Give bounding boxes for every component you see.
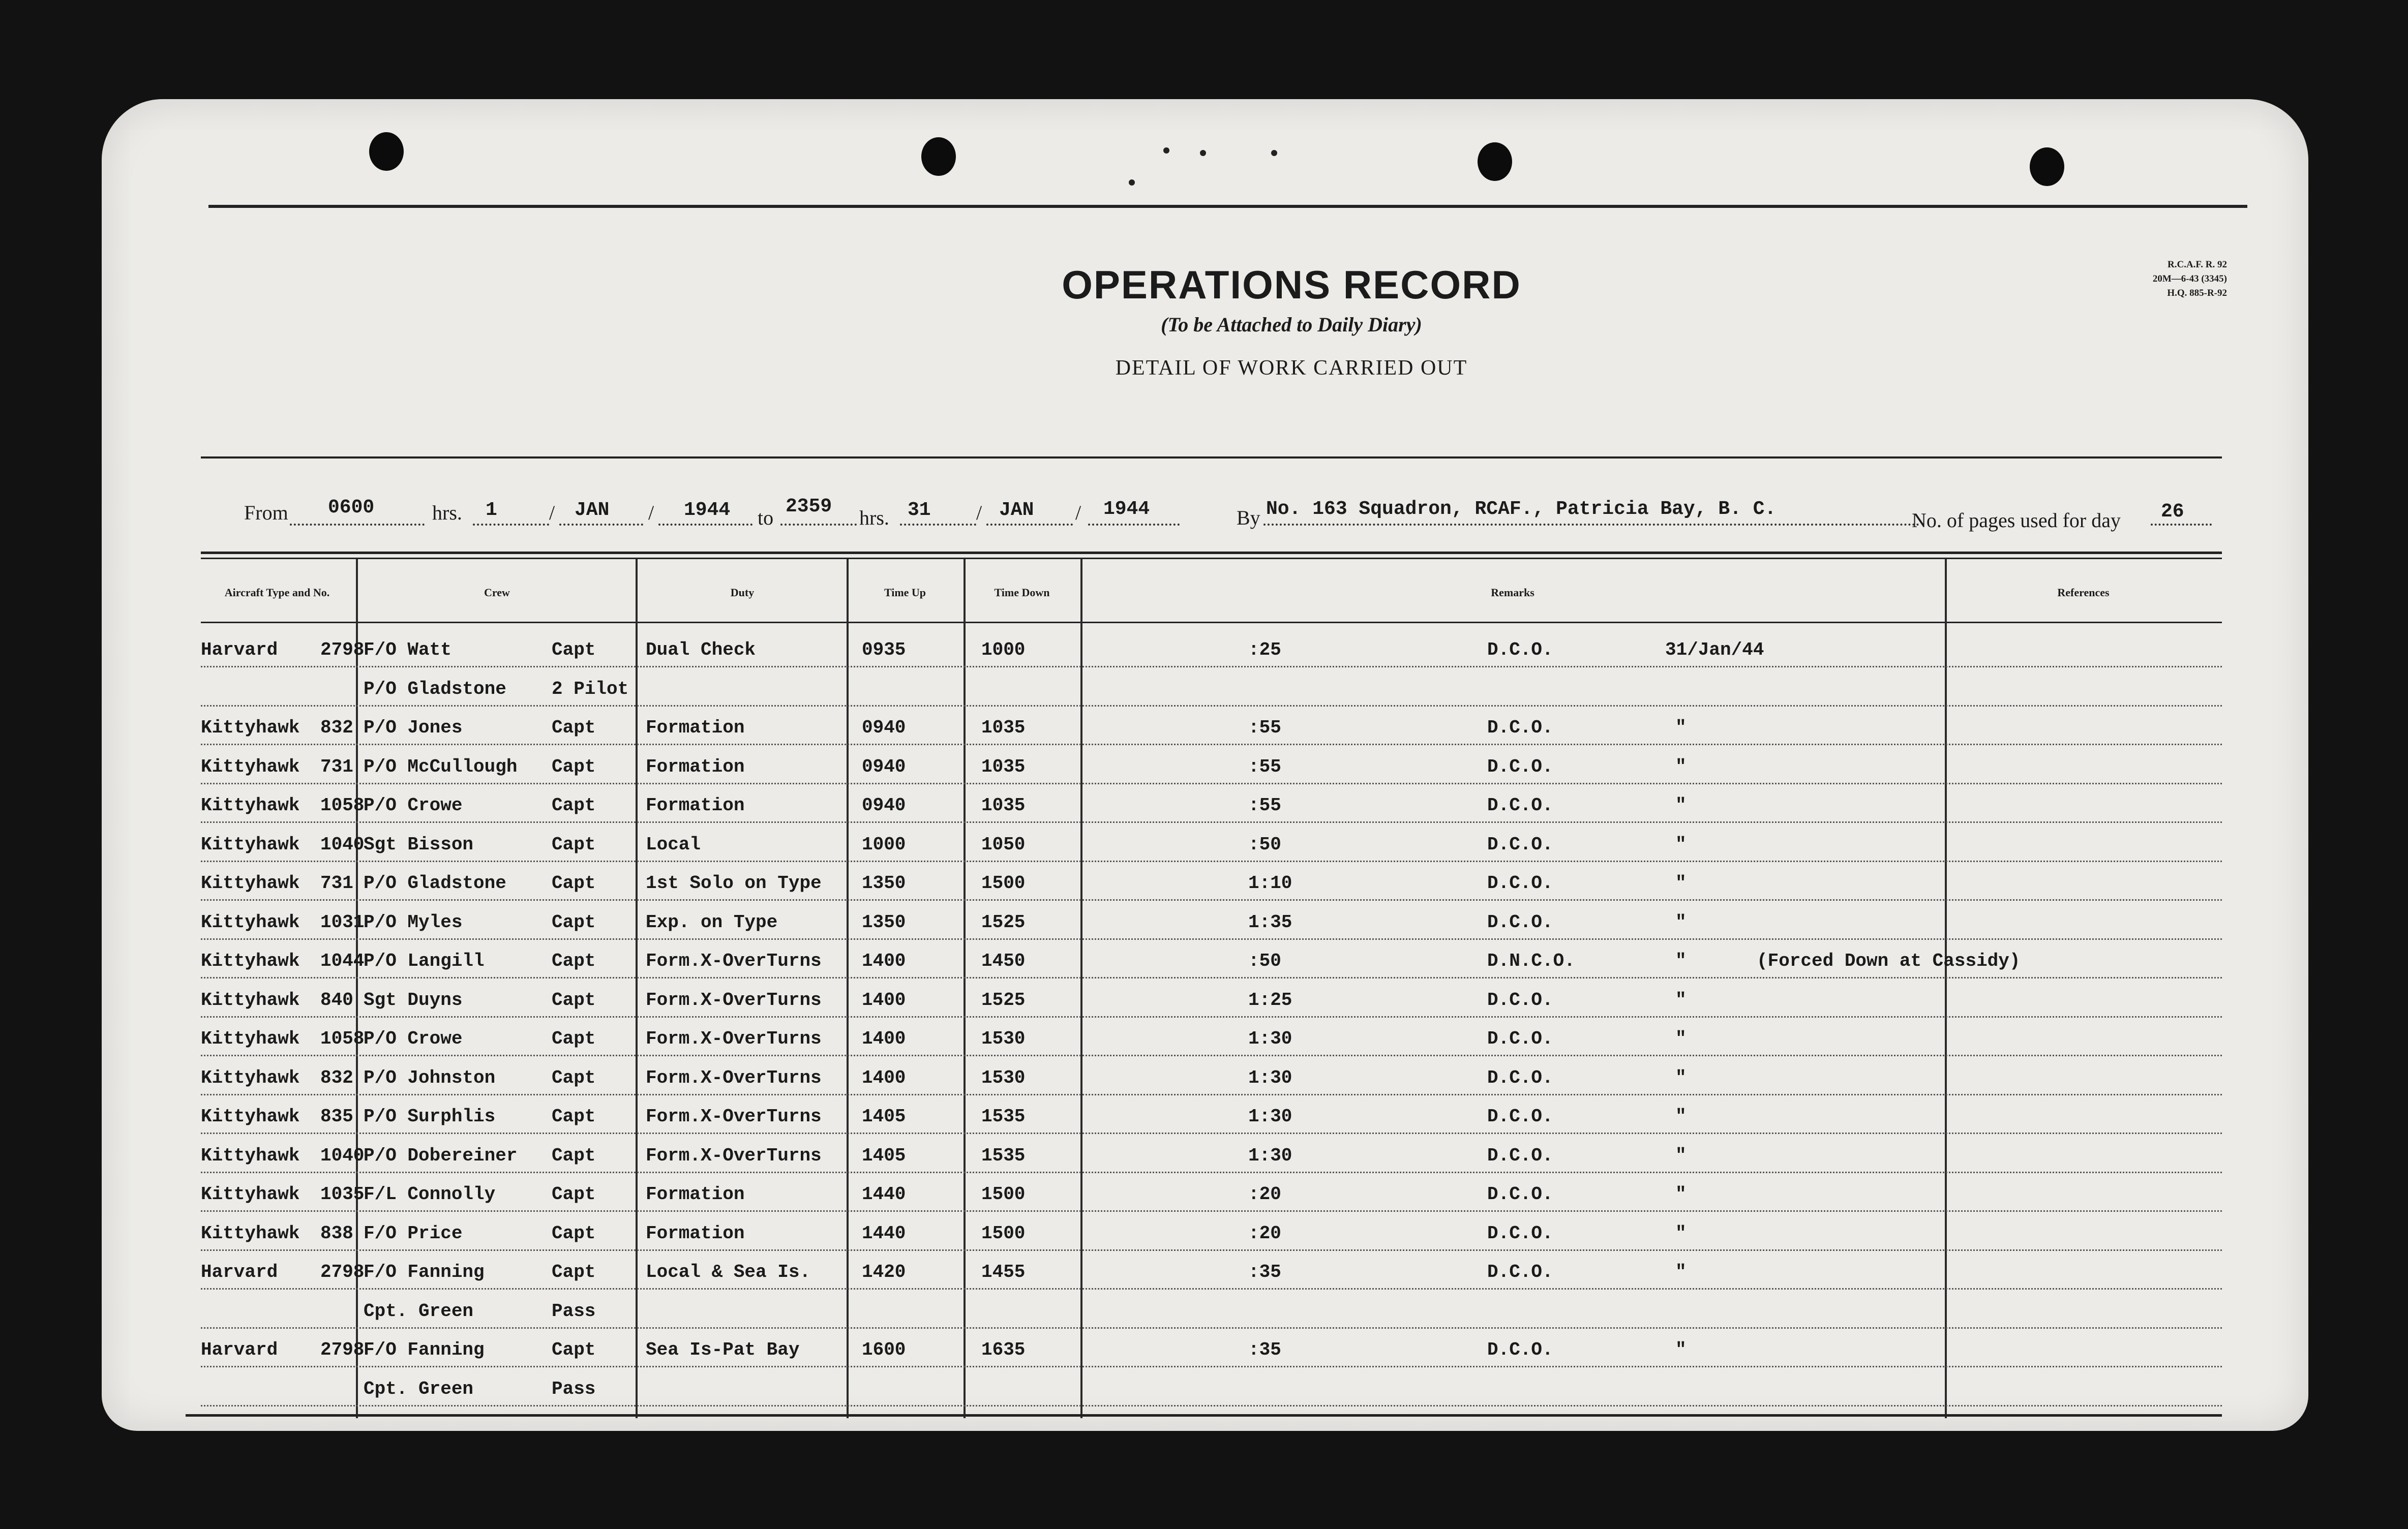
duty-cell: Formation: [646, 756, 745, 777]
crew-name-cell: P/O Jones: [364, 717, 463, 738]
ditto-cell: ": [1675, 1067, 1687, 1088]
aircraft-type-cell: Harvard: [201, 1339, 278, 1360]
time-up-cell: 1420: [862, 1262, 906, 1282]
ditto-cell: ": [1675, 951, 1687, 971]
duration-cell: :50: [1248, 834, 1281, 855]
ditto-cell: ": [1675, 1106, 1687, 1127]
aircraft-number-cell: 1040: [320, 834, 365, 855]
crew-role-cell: Capt: [552, 639, 596, 660]
crew-role-cell: Capt: [552, 834, 596, 855]
time-up-cell: 0935: [862, 639, 906, 660]
duty-cell: Form.X-OverTurns: [646, 989, 822, 1011]
time-down-cell: 1535: [981, 1145, 1026, 1166]
row-dotted-line: [201, 899, 2222, 901]
crew-name-cell: Cpt. Green: [364, 1378, 474, 1399]
by-value: No. 163 Squadron, RCAF., Patricia Bay, B. C.: [1266, 498, 1777, 520]
slash: /: [549, 501, 555, 524]
table-row: [201, 1369, 2405, 1408]
from-time: 0600: [328, 497, 375, 518]
time-up-cell: 0940: [862, 795, 906, 816]
from-day: 1: [486, 499, 497, 521]
remark-cell: D.C.O.: [1487, 1339, 1553, 1360]
crew-role-cell: Capt: [552, 1106, 596, 1127]
duty-cell: Form.X-OverTurns: [646, 1145, 822, 1166]
aircraft-type-cell: Kittyhawk: [201, 873, 300, 894]
time-down-cell: 1455: [981, 1262, 1026, 1282]
row-dotted-line: [201, 1016, 2222, 1018]
crew-role-cell: Capt: [552, 1222, 596, 1244]
remark-cell: D.C.O.: [1487, 1222, 1553, 1244]
crew-role-cell: Pass: [552, 1300, 596, 1322]
duty-cell: Sea Is-Pat Bay: [646, 1339, 800, 1360]
table-row: [201, 1136, 2405, 1175]
ditto-cell: ": [1675, 989, 1687, 1011]
duration-cell: :20: [1248, 1184, 1281, 1205]
to-time: 2359: [786, 496, 832, 517]
column-header-time-down: Time Down: [994, 586, 1050, 599]
aircraft-number-cell: 835: [320, 1106, 353, 1127]
aircraft-type-cell: Kittyhawk: [201, 717, 300, 738]
time-up-cell: 0940: [862, 756, 906, 777]
time-up-cell: 1405: [862, 1145, 906, 1166]
table-row: [201, 1252, 2405, 1291]
duration-cell: :55: [1248, 756, 1281, 777]
duty-cell: Local: [646, 834, 701, 855]
column-header-aircraft: Aircraft Type and No.: [224, 586, 330, 599]
ditto-cell: ": [1675, 1145, 1687, 1166]
remark-cell: D.C.O.: [1487, 639, 1553, 660]
header-rule: [201, 552, 2222, 554]
to-label: to: [758, 506, 774, 529]
crew-role-cell: Capt: [552, 989, 596, 1011]
duration-cell: :35: [1248, 1262, 1281, 1282]
page-subtitle: (To be Attached to Daily Diary): [1161, 313, 1422, 336]
ditto-cell: ": [1675, 717, 1687, 738]
crew-name-cell: F/O Fanning: [364, 1262, 485, 1282]
slash: /: [1075, 501, 1081, 524]
table-row: [201, 1058, 2405, 1097]
row-dotted-line: [201, 1133, 2222, 1134]
to-month: JAN: [999, 499, 1034, 521]
remark-cell: D.C.O.: [1487, 1106, 1553, 1127]
operations-table: [201, 99, 2222, 1431]
crew-role-cell: Capt: [552, 911, 596, 933]
duty-cell: Local & Sea Is.: [646, 1262, 811, 1282]
row-dotted-line: [201, 1288, 2222, 1290]
ditto-cell: ": [1675, 795, 1687, 816]
row-dotted-line: [201, 705, 2222, 707]
duration-cell: :55: [1248, 717, 1281, 738]
to-year: 1944: [1103, 498, 1150, 520]
time-up-cell: 1400: [862, 989, 906, 1011]
duty-cell: Formation: [646, 1184, 745, 1205]
form-reference-line: 20M—6-43 (3345): [2152, 273, 2227, 284]
crew-role-cell: Capt: [552, 873, 596, 894]
table-row: [201, 864, 2405, 902]
table-row: [201, 941, 2405, 980]
row-dotted-line: [201, 1094, 2222, 1095]
crew-role-cell: Capt: [552, 1339, 596, 1360]
time-down-cell: 1035: [981, 717, 1026, 738]
remark-cell: D.C.O.: [1487, 834, 1553, 855]
aircraft-type-cell: Kittyhawk: [201, 795, 300, 816]
time-up-cell: 0940: [862, 717, 906, 738]
remark-cell: D.C.O.: [1487, 1067, 1553, 1088]
crew-name-cell: P/O Langill: [364, 951, 485, 971]
time-down-cell: 1035: [981, 795, 1026, 816]
crew-name-cell: P/O Dobereiner: [364, 1145, 518, 1166]
table-row: [201, 630, 2405, 669]
aircraft-number-cell: 832: [320, 1067, 353, 1088]
crew-name-cell: P/O Crowe: [364, 1028, 463, 1049]
aircraft-type-cell: Kittyhawk: [201, 756, 300, 777]
slash: /: [976, 501, 982, 524]
ditto-cell: ": [1675, 756, 1687, 777]
time-down-cell: 1000: [981, 639, 1026, 660]
time-down-cell: 1525: [981, 989, 1026, 1011]
time-up-cell: 1600: [862, 1339, 906, 1360]
aircraft-number-cell: 1044: [320, 951, 365, 971]
crew-name-cell: P/O Gladstone: [364, 678, 506, 699]
slash: /: [648, 501, 654, 524]
duty-cell: Formation: [646, 717, 745, 738]
table-row: [201, 825, 2405, 864]
remark-cell: D.C.O.: [1487, 795, 1553, 816]
note-cell: (Forced Down at Cassidy): [1757, 951, 2021, 971]
aircraft-number-cell: 731: [320, 756, 353, 777]
column-header-remarks: Remarks: [1491, 586, 1534, 599]
aircraft-number-cell: 1058: [320, 795, 365, 816]
remark-cell: D.C.O.: [1487, 717, 1553, 738]
aircraft-type-cell: Kittyhawk: [201, 989, 300, 1011]
duration-cell: 1:35: [1248, 911, 1292, 933]
detail-heading: DETAIL OF WORK CARRIED OUT: [1115, 356, 1468, 380]
from-year: 1944: [684, 499, 731, 521]
aircraft-type-cell: Kittyhawk: [201, 1222, 300, 1244]
time-up-cell: 1400: [862, 1028, 906, 1049]
row-dotted-line: [201, 1249, 2222, 1251]
column-header-crew: Crew: [484, 586, 510, 599]
duration-cell: :50: [1248, 951, 1281, 971]
time-down-cell: 1500: [981, 1222, 1026, 1244]
aircraft-type-cell: Kittyhawk: [201, 1067, 300, 1088]
header-rule: [201, 558, 2222, 559]
row-dotted-line: [201, 938, 2222, 940]
crew-name-cell: F/O Watt: [364, 639, 452, 660]
table-row: [201, 981, 2405, 1019]
ditto-cell: ": [1675, 1028, 1687, 1049]
aircraft-type-cell: Kittyhawk: [201, 951, 300, 971]
form-reference-line: H.Q. 885-R-92: [2167, 288, 2227, 298]
remark-cell: D.C.O.: [1487, 911, 1553, 933]
crew-role-cell: 2 Pilot: [552, 678, 629, 699]
time-up-cell: 1405: [862, 1106, 906, 1127]
row-dotted-line: [201, 1055, 2222, 1056]
aircraft-number-cell: 840: [320, 989, 353, 1011]
aircraft-number-cell: 1040: [320, 1145, 365, 1166]
remark-cell: D.C.O.: [1487, 1184, 1553, 1205]
time-up-cell: 1000: [862, 834, 906, 855]
time-down-cell: 1500: [981, 873, 1026, 894]
crew-name-cell: Cpt. Green: [364, 1300, 474, 1322]
table-row: [201, 1214, 2405, 1252]
duration-cell: 1:10: [1248, 873, 1292, 894]
crew-name-cell: P/O Surphlis: [364, 1106, 496, 1127]
column-header-references: References: [2057, 586, 2110, 599]
row-dotted-line: [201, 1210, 2222, 1212]
crew-role-cell: Capt: [552, 756, 596, 777]
duration-cell: :25: [1248, 639, 1281, 660]
row-dotted-line: [201, 977, 2222, 978]
remark-cell: D.C.O.: [1487, 1262, 1553, 1282]
crew-role-cell: Pass: [552, 1378, 596, 1399]
pages-value: 26: [2161, 501, 2184, 523]
ditto-cell: ": [1675, 1184, 1687, 1205]
time-up-cell: 1350: [862, 873, 906, 894]
table-row: [201, 669, 2405, 708]
time-down-cell: 1635: [981, 1339, 1026, 1360]
time-down-cell: 1525: [981, 911, 1026, 933]
duty-cell: Form.X-OverTurns: [646, 1106, 822, 1127]
crew-role-cell: Capt: [552, 1262, 596, 1282]
row-dotted-line: [201, 861, 2222, 862]
table-row: [201, 1175, 2405, 1213]
aircraft-type-cell: Kittyhawk: [201, 1028, 300, 1049]
duration-cell: :35: [1248, 1339, 1281, 1360]
row-dotted-line: [201, 1172, 2222, 1173]
aircraft-number-cell: 832: [320, 717, 353, 738]
duty-cell: Form.X-OverTurns: [646, 1028, 822, 1049]
crew-role-cell: Capt: [552, 795, 596, 816]
hrs-label: hrs.: [432, 501, 462, 524]
duration-cell: :55: [1248, 795, 1281, 816]
aircraft-number-cell: 1058: [320, 1028, 365, 1049]
duration-cell: 1:30: [1248, 1067, 1292, 1088]
time-down-cell: 1535: [981, 1106, 1026, 1127]
remark-cell: D.C.O.: [1487, 873, 1553, 894]
table-bottom-rule: [186, 1414, 2222, 1417]
duty-cell: Exp. on Type: [646, 911, 778, 933]
aircraft-number-cell: 838: [320, 1222, 353, 1244]
crew-name-cell: F/O Fanning: [364, 1339, 485, 1360]
row-dotted-line: [201, 783, 2222, 784]
duty-cell: Form.X-OverTurns: [646, 1067, 822, 1088]
table-row: [201, 903, 2405, 941]
duty-cell: Dual Check: [646, 639, 756, 660]
to-day: 31: [908, 499, 931, 521]
aircraft-type-cell: Kittyhawk: [201, 911, 300, 933]
crew-role-cell: Capt: [552, 717, 596, 738]
record-card: [102, 99, 2308, 1431]
aircraft-number-cell: 2798: [320, 1339, 365, 1360]
crew-name-cell: P/O Gladstone: [364, 873, 506, 894]
time-down-cell: 1035: [981, 756, 1026, 777]
ditto-cell: ": [1675, 873, 1687, 894]
crew-name-cell: Sgt Duyns: [364, 989, 463, 1011]
ditto-cell: ": [1675, 911, 1687, 933]
remark-cell: D.C.O.: [1487, 756, 1553, 777]
crew-role-cell: Capt: [552, 1145, 596, 1166]
ditto-cell: ": [1675, 1262, 1687, 1282]
duration-cell: 1:25: [1248, 989, 1292, 1011]
aircraft-number-cell: 2798: [320, 1262, 365, 1282]
aircraft-type-cell: Harvard: [201, 1262, 278, 1282]
crew-name-cell: P/O Crowe: [364, 795, 463, 816]
remark-cell: D.C.O.: [1487, 1145, 1553, 1166]
time-up-cell: 1400: [862, 1067, 906, 1088]
time-up-cell: 1440: [862, 1222, 906, 1244]
column-header-time-up: Time Up: [884, 586, 926, 599]
duty-cell: 1st Solo on Type: [646, 873, 822, 894]
time-down-cell: 1050: [981, 834, 1026, 855]
time-up-cell: 1440: [862, 1184, 906, 1205]
column-header-duty: Duty: [730, 586, 755, 599]
crew-role-cell: Capt: [552, 1067, 596, 1088]
ditto-cell: ": [1675, 1339, 1687, 1360]
aircraft-type-cell: Kittyhawk: [201, 834, 300, 855]
remark-cell: D.C.O.: [1487, 989, 1553, 1011]
from-label: From: [244, 501, 288, 524]
duration-cell: 1:30: [1248, 1106, 1292, 1127]
table-row: [201, 1292, 2405, 1330]
table-row: [201, 1097, 2405, 1136]
table-row: [201, 747, 2405, 786]
duty-cell: Form.X-OverTurns: [646, 951, 822, 971]
from-month: JAN: [575, 499, 610, 521]
ditto-cell: ": [1675, 1222, 1687, 1244]
header-bottom-rule: [201, 622, 2222, 623]
ditto-cell: ": [1675, 834, 1687, 855]
time-down-cell: 1530: [981, 1067, 1026, 1088]
crew-name-cell: F/L Connolly: [364, 1184, 496, 1205]
row-dotted-line: [201, 1327, 2222, 1329]
aircraft-type-cell: Harvard: [201, 639, 278, 660]
aircraft-type-cell: Kittyhawk: [201, 1145, 300, 1166]
table-row: [201, 1019, 2405, 1058]
duty-cell: Formation: [646, 795, 745, 816]
table-row: [201, 1330, 2405, 1369]
duty-cell: Formation: [646, 1222, 745, 1244]
remark-cell: D.C.O.: [1487, 1028, 1553, 1049]
ditto-cell: 31/Jan/44: [1665, 639, 1764, 660]
row-dotted-line: [201, 666, 2222, 667]
time-down-cell: 1450: [981, 951, 1026, 971]
crew-role-cell: Capt: [552, 951, 596, 971]
table-row: [201, 708, 2405, 747]
row-dotted-line: [201, 1405, 2222, 1406]
row-dotted-line: [201, 821, 2222, 823]
time-up-cell: 1350: [862, 911, 906, 933]
crew-name-cell: P/O Myles: [364, 911, 463, 933]
crew-name-cell: Sgt Bisson: [364, 834, 474, 855]
pages-label: No. of pages used for day: [1912, 509, 2121, 532]
to-hrs-label: hrs.: [859, 506, 889, 529]
crew-name-cell: P/O Johnston: [364, 1067, 496, 1088]
time-up-cell: 1400: [862, 951, 906, 971]
aircraft-type-cell: Kittyhawk: [201, 1184, 300, 1205]
crew-name-cell: F/O Price: [364, 1222, 463, 1244]
row-dotted-line: [201, 744, 2222, 745]
duration-cell: :20: [1248, 1222, 1281, 1244]
aircraft-number-cell: 731: [320, 873, 353, 894]
aircraft-number-cell: 1035: [320, 1184, 365, 1205]
duration-cell: 1:30: [1248, 1145, 1292, 1166]
crew-name-cell: P/O McCullough: [364, 756, 518, 777]
form-reference-line: R.C.A.F. R. 92: [2168, 259, 2227, 270]
aircraft-type-cell: Kittyhawk: [201, 1106, 300, 1127]
by-label: By: [1237, 506, 1260, 529]
time-down-cell: 1500: [981, 1184, 1026, 1205]
row-dotted-line: [201, 1366, 2222, 1367]
remark-cell: D.N.C.O.: [1487, 951, 1575, 971]
crew-role-cell: Capt: [552, 1184, 596, 1205]
crew-role-cell: Capt: [552, 1028, 596, 1049]
aircraft-number-cell: 1031: [320, 911, 365, 933]
page-title: OPERATIONS RECORD: [1062, 262, 1521, 307]
table-row: [201, 786, 2405, 824]
aircraft-number-cell: 2798: [320, 639, 365, 660]
time-down-cell: 1530: [981, 1028, 1026, 1049]
duration-cell: 1:30: [1248, 1028, 1292, 1049]
